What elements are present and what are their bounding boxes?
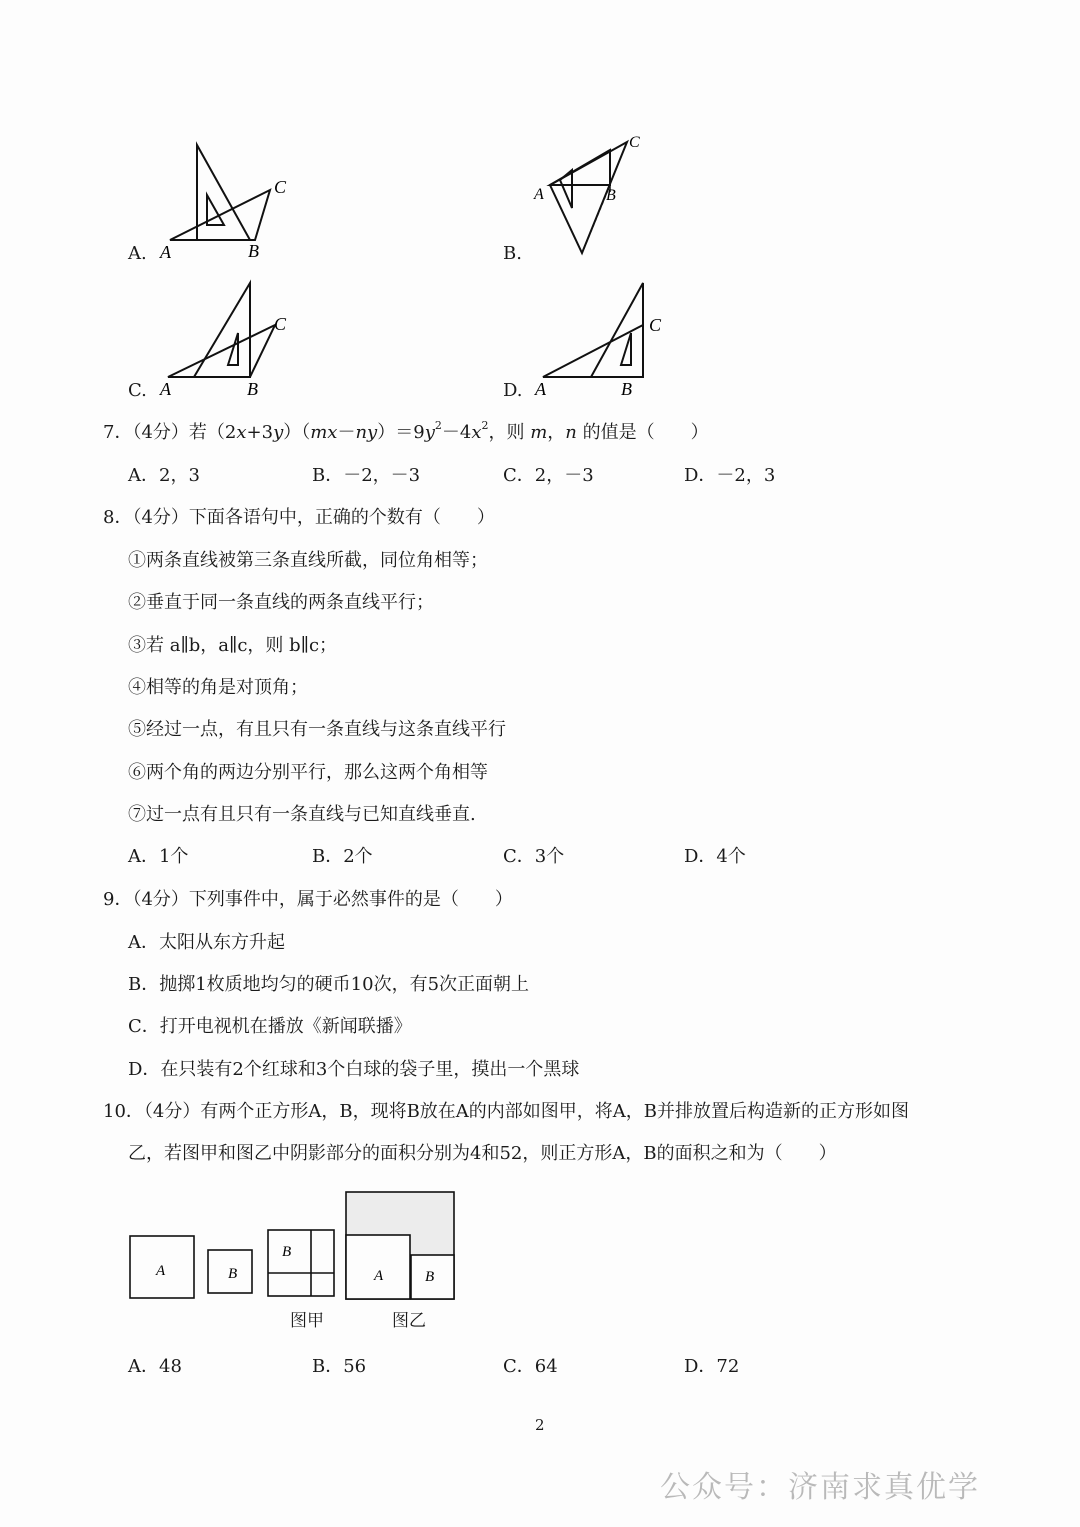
q6-figure-a (150, 135, 300, 265)
q6d-label-a: A (535, 379, 546, 399)
q6c-label-b: B (247, 379, 258, 399)
q10-figure (125, 1188, 465, 1308)
q6-option-c-letter: C. (128, 380, 147, 401)
q9-option-c: C．打开电视机在播放《新闻联播》 (128, 1016, 412, 1037)
q8-stem: 8．（4分）下面各语句中，正确的个数有（ ） (103, 507, 495, 528)
q10-stem-line2: 乙，若图甲和图乙中阴影部分的面积分别为4和52，则正方形A，B的面积之和为（ ） (128, 1143, 837, 1164)
q7-option-d: D．－2，3 (684, 465, 776, 486)
watermark: 公众号：济南求真优学 (660, 1470, 980, 1505)
q6a-label-a: A (160, 242, 171, 262)
q6d-label-b: B (621, 379, 632, 399)
q10-label-b: B (228, 1266, 238, 1282)
q8-item-4: ④相等的角是对顶角； (128, 677, 308, 698)
q8-option-d: D．4个 (684, 846, 746, 867)
q6a-label-b: B (248, 241, 259, 261)
q6-option-b-letter: B. (503, 243, 522, 264)
q10-option-c: C．64 (503, 1356, 558, 1377)
q6a-label-c: C (274, 177, 287, 197)
page-number: 2 (535, 1416, 545, 1434)
q6a-triangle-abc (170, 190, 270, 240)
q10-option-a: A．48 (128, 1356, 182, 1377)
q6-figure-d (525, 275, 675, 400)
q6d-label-c: C (649, 315, 662, 335)
q6c-set-square-outer (194, 283, 250, 377)
q6-figure-c (150, 275, 300, 400)
q6c-label-a: A (160, 379, 171, 399)
q8-item-7: ⑦过一点有且只有一条直线与已知直线垂直. (128, 804, 476, 825)
q6-figure-b (530, 130, 660, 265)
q10-caption-yi: 图乙 (392, 1311, 426, 1331)
q10-yi-label-a: A (374, 1268, 384, 1284)
q8-option-b: B．2个 (312, 846, 373, 867)
q10-fig-yi-square-a (346, 1235, 410, 1299)
q10-caption-jia: 图甲 (290, 1311, 324, 1331)
q6b-label-a: A (534, 186, 544, 203)
q6b-set-square-inner (560, 170, 572, 208)
q6b-label-b: B (606, 187, 616, 204)
q6c-triangle-abc (168, 325, 275, 377)
q6c-set-square-inner (228, 333, 238, 365)
q10-yi-label-b: B (425, 1269, 435, 1285)
q9-stem: 9．（4分）下列事件中，属于必然事件的是（ ） (103, 889, 513, 910)
q8-item-6: ⑥两个角的两边分别平行，那么这两个角相等 (128, 762, 488, 783)
q7-option-c: C．2，－3 (503, 465, 594, 486)
q6-option-a-letter: A. (128, 243, 147, 264)
q10-stem-line1: 10．（4分）有两个正方形A，B，现将B放在A的内部如图甲，将A，B并排放置后构造新的正方形如图 (103, 1101, 910, 1122)
q9-option-b: B．抛掷1枚质地均匀的硬币10次，有5次正面朝上 (128, 974, 530, 995)
q7-option-b: B．－2，－3 (312, 465, 421, 486)
q8-option-c: C．3个 (503, 846, 565, 867)
q10-jia-label-b: B (282, 1244, 292, 1260)
q8-item-3: ③若 a∥b，a∥c，则 b∥c； (128, 635, 338, 656)
q7-option-a: A．2，3 (128, 465, 200, 486)
q6-option-d-letter: D. (503, 380, 523, 401)
q6b-label-c: C (629, 134, 640, 151)
q6d-set-square-inner (621, 333, 631, 365)
q8-item-2: ②垂直于同一条直线的两条直线平行； (128, 592, 434, 613)
q8-item-1: ①两条直线被第三条直线所截，同位角相等； (128, 550, 488, 571)
q7-stem: 7．（4分）若$(2x+3y)(mx-ny)=9y^2-4x^2$，则 m，n 的值是（ ） (103, 419, 709, 443)
q8-option-a: A．1个 (128, 846, 189, 867)
q6c-label-c: C (274, 314, 287, 334)
q9-option-a: A．太阳从东方升起 (128, 932, 285, 953)
q8-item-5: ⑤经过一点，有且只有一条直线与这条直线平行 (128, 719, 506, 740)
q10-option-d: D．72 (684, 1356, 740, 1377)
q6d-triangle-abc (543, 325, 643, 377)
q10-fig-jia (268, 1230, 334, 1296)
q9-option-d: D．在只装有2个红球和3个白球的袋子里，摸出一个黑球 (128, 1059, 580, 1080)
q10-option-b: B．56 (312, 1356, 367, 1377)
q10-label-a: A (156, 1263, 166, 1279)
